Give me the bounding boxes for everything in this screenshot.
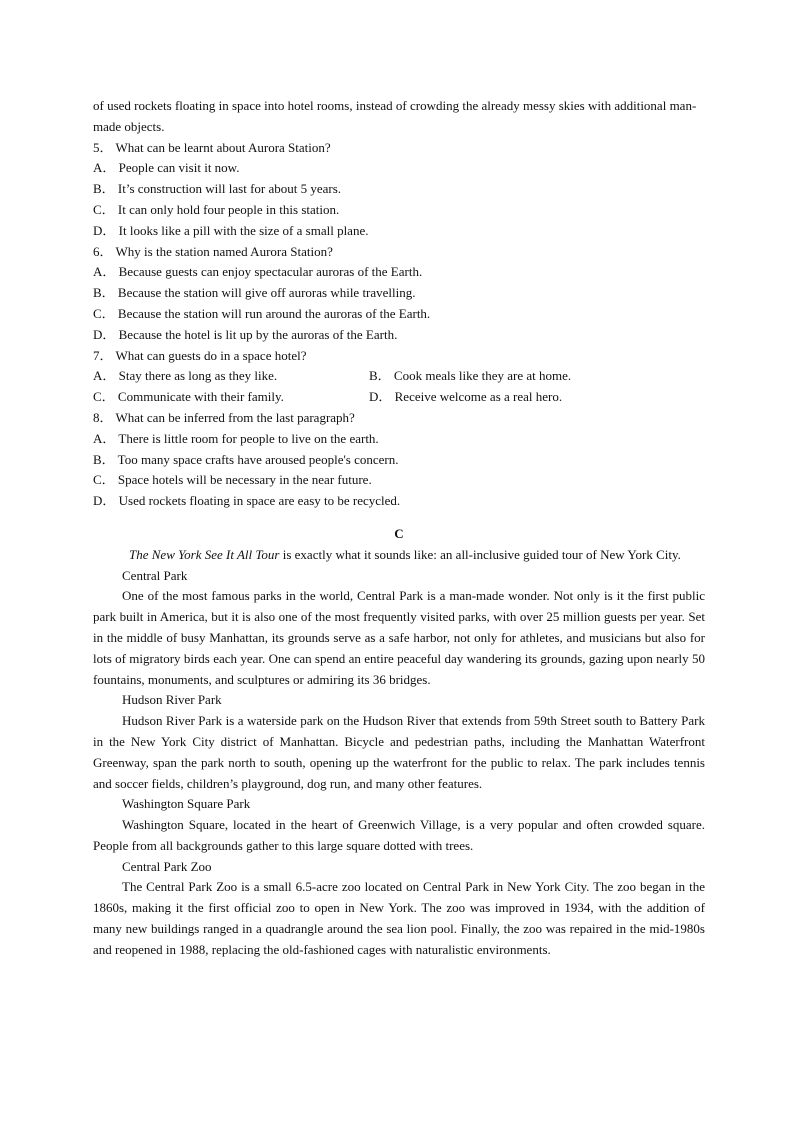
question-7-options-row-1 [93,366,705,387]
question-5-option-d: D． It looks like a pill with the size of a small plane. [93,222,369,238]
passage-c-intro-rest: is exactly what it sounds like: an all-inclusive guided tour of New York City. [279,546,681,562]
intro-continuation: of used rockets floating in space into hotel rooms, instead of crowding the already messy skies with additional man-made objects. [93,98,697,134]
section-body-central-park: One of the most famous parks in the world, Central Park is a man-made wonder. Not only is it the first public park built in America, but it is also one of the most frequently visited parks, with over 25 million guests per year. Set in the middle of busy Manhattan, its grounds serve as a safe harbor, not only for athletes, and musicians but also for lots of migratory birds each year. One can spend an entire peaceful day wandering its grounds, gazing upon nearly 50 fountains, monuments, and sculptures or admiring its 36 bridges. [93,588,705,687]
question-5-option-a: A． People can visit it now. [93,160,240,176]
passage-c-heading: C [394,525,404,541]
question-8-option-a: A． There is little room for people to live on the earth. [93,430,379,446]
passage-c-intro [93,545,705,566]
question-8-stem: 8． What can be inferred from the last paragraph? [93,409,355,425]
section-spacer [93,512,705,524]
question-5-option-b: B． It’s construction will last for about 5 years. [93,181,342,197]
question-7-option-a: A． Stay there as long as they like. [93,368,278,384]
document-page [93,96,705,961]
section-heading-central-park-zoo: Central Park Zoo [122,858,212,874]
question-8-option-c: C． Space hotels will be necessary in the near future. [93,472,372,488]
question-7-option-d: D． Receive welcome as a real hero. [369,389,563,405]
question-7-option-c: C． Communicate with their family. [93,389,284,405]
question-5-option-c: C． It can only hold four people in this station. [93,201,340,217]
question-5-stem: 5． What can be learnt about Aurora Station? [93,139,331,155]
section-heading-hudson-river-park: Hudson River Park [122,692,222,708]
question-8-option-b: B． Too many space crafts have aroused people's concern. [93,451,399,467]
question-6-option-a: A． Because guests can enjoy spectacular auroras of the Earth. [93,264,423,280]
question-6-option-c: C． Because the station will run around the auroras of the Earth. [93,305,431,321]
question-6-option-d: D． Because the hotel is lit up by the auroras of the Earth. [93,326,398,342]
section-body-hudson-river-park: Hudson River Park is a waterside park on the Hudson River that extends from 59th Street south to Battery Park in the New York City district of Manhattan. Bicycle and pedestrian paths, including the Manhattan Waterfront Greenway, span the park north to south, opening up the waterfront for the public to relax. The park includes tennis and soccer fields, children’s playground, dog run, and many other features. [93,713,705,791]
section-body-central-park-zoo: The Central Park Zoo is a small 6.5-acre zoo located on Central Park in New York City. The zoo began in the 1860s, making it the first official zoo to open in New York. The zoo was improved in 1934, with the addition of many new buildings ranged in a quadrangle around the sea lion pool. Finally, the zoo was repaired in the mid-1980s and reopened in 1988, replacing the old-fashioned cages with naturalistic environments. [93,879,705,957]
question-7-stem: 7． What can guests do in a space hotel? [93,347,307,363]
tour-title: The New York See It All Tour [129,546,280,562]
question-8-option-d: D． Used rockets floating in space are easy to be recycled. [93,493,401,509]
question-7-options-row-2 [93,387,705,408]
question-6-stem: 6． Why is the station named Aurora Station? [93,243,333,259]
question-6-option-b: B． Because the station will give off auroras while travelling. [93,285,416,301]
section-body-washington-square-park: Washington Square, located in the heart of Greenwich Village, is a very popular and often crowded square. People from all backgrounds gather to this large square dotted with trees. [93,817,705,853]
section-heading-central-park: Central Park [122,567,188,583]
question-7-option-b: B． Cook meals like they are at home. [369,368,572,384]
section-heading-washington-square-park: Washington Square Park [122,796,251,812]
